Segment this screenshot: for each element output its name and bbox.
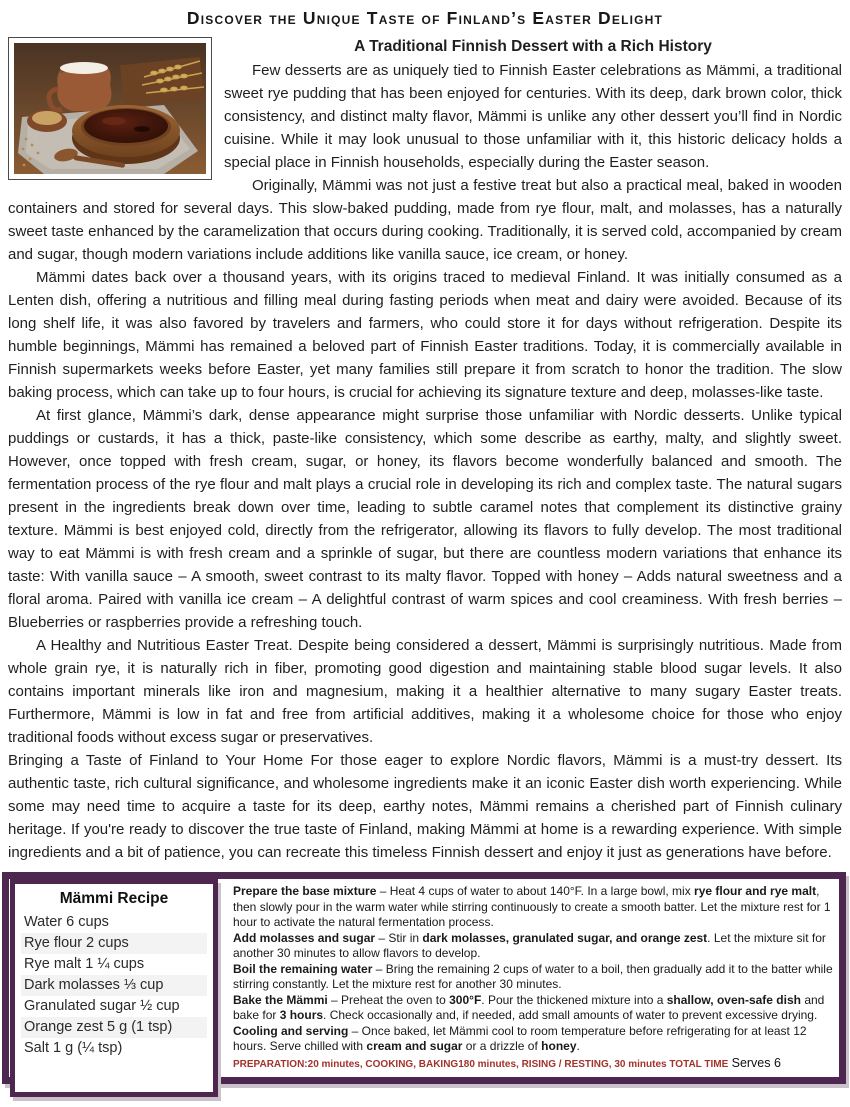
article-paragraph: Bringing a Taste of Finland to Your Home For those eager to explore Nordic flavors, Mämmi is a must-try dessert. Its authentic taste, rich cultural significance, and wholesome ingredients make it an iconic Easter dish worth experiencing. While some may need time to acquire a taste for its deep, earthy notes, Mämmi remains a cherished part of Finnish culinary heritage. If you're ready to discover the true taste of Finland, making Mämmi at home is a rewarding experience. With simple ingredients and a bit of patience, you can recreate this timeless Finnish dessert and enjoy it just as generations have before. <box>8 752 842 861</box>
article-paragraph: At first glance, Mämmi’s dark, dense appearance might surprise those unfamiliar with Nordic desserts. Unlike typical puddings or custards, it has a thick, paste-like consistency, which some describe as earthy, malty, and slightly sweet. However, once topped with fresh cream, sugar, or honey, its flavors become wonderfully balanced and smooth. The fermentation process of the rye flour and malt plays a crucial role in developing its rich and complex taste. The natural sugars present in the ingredients break down over time, leading to subtle caramel notes that complement its distinctive grainy texture. Mämmi is best enjoyed cold, directly from the refrigerator, allowing its flavors to fully develop. The most traditional way to eat Mämmi is with fresh cream and a sprinkle of sugar, but there are countless modern variations that enhance its taste: With vanilla sauce – A smooth, sweet contrast to its malty flavor. Topped with honey – Adds natural sweetness and a floral aroma. Paired with vanilla ice cream – A delightful contrast of warm spices and cool creaminess. With fresh berries – Blueberries or raspberries provide a refreshing touch. <box>8 407 842 631</box>
ingredient-list <box>21 912 207 1059</box>
mammi-photo <box>8 37 212 180</box>
recipe-step: Prepare the base mixture – Heat 4 cups of water to about 140°F. In a large bowl, mix rye flour and rye malt, then slowly pour in the warm water while stirring continuously to create a smooth batter. Let the mixture rest for 1 hour to activate the natural fermentation process. <box>233 884 831 929</box>
ingredient-row: Water 6 cups <box>24 914 109 930</box>
recipe-ingredients-panel <box>10 879 218 1097</box>
article-paragraph: Originally, Mämmi was not just a festive treat but also a practical meal, baked in wooden containers and stored for several days. This slow-baked pudding, made from rye flour, malt, and molasses, has a naturally sweet taste enhanced by the caramelization that occurs during cooking. Traditionally, it is served cold, accompanied by cream and sugar, though modern variations include additions like vanilla sauce, ice cream, or honey. <box>8 177 842 263</box>
recipe-instructions <box>225 879 839 1074</box>
ingredient-row: Granulated sugar ½ cup <box>24 998 180 1014</box>
ingredient-row: Rye flour 2 cups <box>21 933 207 954</box>
recipe-times: PREPARATION:20 minutes, COOKING, BAKING180 minutes, RISING / RESTING, 30 minutes TOTAL TIME <box>233 1058 729 1070</box>
article-paragraph: A Healthy and Nutritious Easter Treat. Despite being considered a dessert, Mämmi is surprisingly nutritious. Made from whole grain rye, it is naturally rich in fiber, promoting good digestion and maintaining stable blood sugar levels. It also contains important minerals like iron and magnesium, making it a healthier alternative to many sugary Easter treats. Furthermore, Mämmi is low in fat and free from artificial additives, making it a wholesome choice for those who enjoy traditional foods without excess sugar or preservatives. <box>8 637 842 746</box>
mammi-photo-illustration <box>14 43 206 174</box>
recipe-title: Mämmi Recipe <box>59 890 169 907</box>
article-paragraph: Mämmi dates back over a thousand years, with its origins traced to medieval Finland. It was initially consumed as a Lenten dish, offering a nutritious and filling meal during fasting periods when meat and dairy were avoided. Because of its long shelf life, it was also favored by travelers and farmers, who could store it for days without refrigeration. Despite its humble beginnings, Mämmi has remained a beloved part of Finnish Easter traditions. Today, it is commercially available in Finnish supermarkets weeks before Easter, yet many families still prepare it from scratch to honor the tradition. The slow baking process, which can take up to four hours, is crucial for achieving its signature texture and deep, molasses-like taste. <box>8 269 842 401</box>
recipe-serves: Serves 6 <box>731 1055 781 1070</box>
recipe-steps <box>233 884 835 1055</box>
recipe-section <box>8 872 842 1102</box>
recipe-step: Bake the Mämmi – Preheat the oven to 300°F. Pour the thickened mixture into a shallow, oven-safe dish and bake for 3 hours. Check occasionally and, if needed, add small amounts of water to prevent excessive drying. <box>233 992 825 1022</box>
page-title: Discover the Unique Taste of Finland’s Easter Delight <box>186 8 664 28</box>
article-paragraph: Few desserts are as uniquely tied to Finnish Easter celebrations as Mämmi, a traditional sweet rye pudding that has been enjoyed for centuries. With its deep, dark brown color, thick consistency, and distinct malty flavor, Mämmi is unlike any other dessert you’ll find in Nordic cuisine. While it may look unusual to those unfamiliar with it, this historic delicacy holds a special place in Finnish households, especially during the Easter season. <box>224 62 842 171</box>
recipe-step: Cooling and serving – Once baked, let Mämmi cool to room temperature before refrigerating for at least 12 hours. Serve chilled with cream and sugar or a drizzle of honey. <box>233 1023 807 1053</box>
ingredient-row: Rye malt 1 ¼ cups <box>24 956 145 972</box>
article-subtitle: A Traditional Finnish Dessert with a Rich History <box>354 38 712 55</box>
recipe-step: Add molasses and sugar – Stir in dark molasses, granulated sugar, and orange zest. Let the mixture sit for another 30 minutes to allow flavors to develop. <box>233 930 826 960</box>
ingredient-row: Dark molasses ⅓ cup <box>21 975 207 996</box>
recipe-step: Boil the remaining water – Bring the remaining 2 cups of water to a boil, then gradually add it to the batter while stirring constantly. Let the mixture rest for another 30 minutes. <box>233 961 833 991</box>
ingredient-row: Orange zest 5 g (1 tsp) <box>21 1017 207 1038</box>
ingredient-row: Salt 1 g (¼ tsp) <box>24 1040 123 1056</box>
recipe-meta-line <box>233 1056 835 1073</box>
article-body <box>8 35 842 864</box>
